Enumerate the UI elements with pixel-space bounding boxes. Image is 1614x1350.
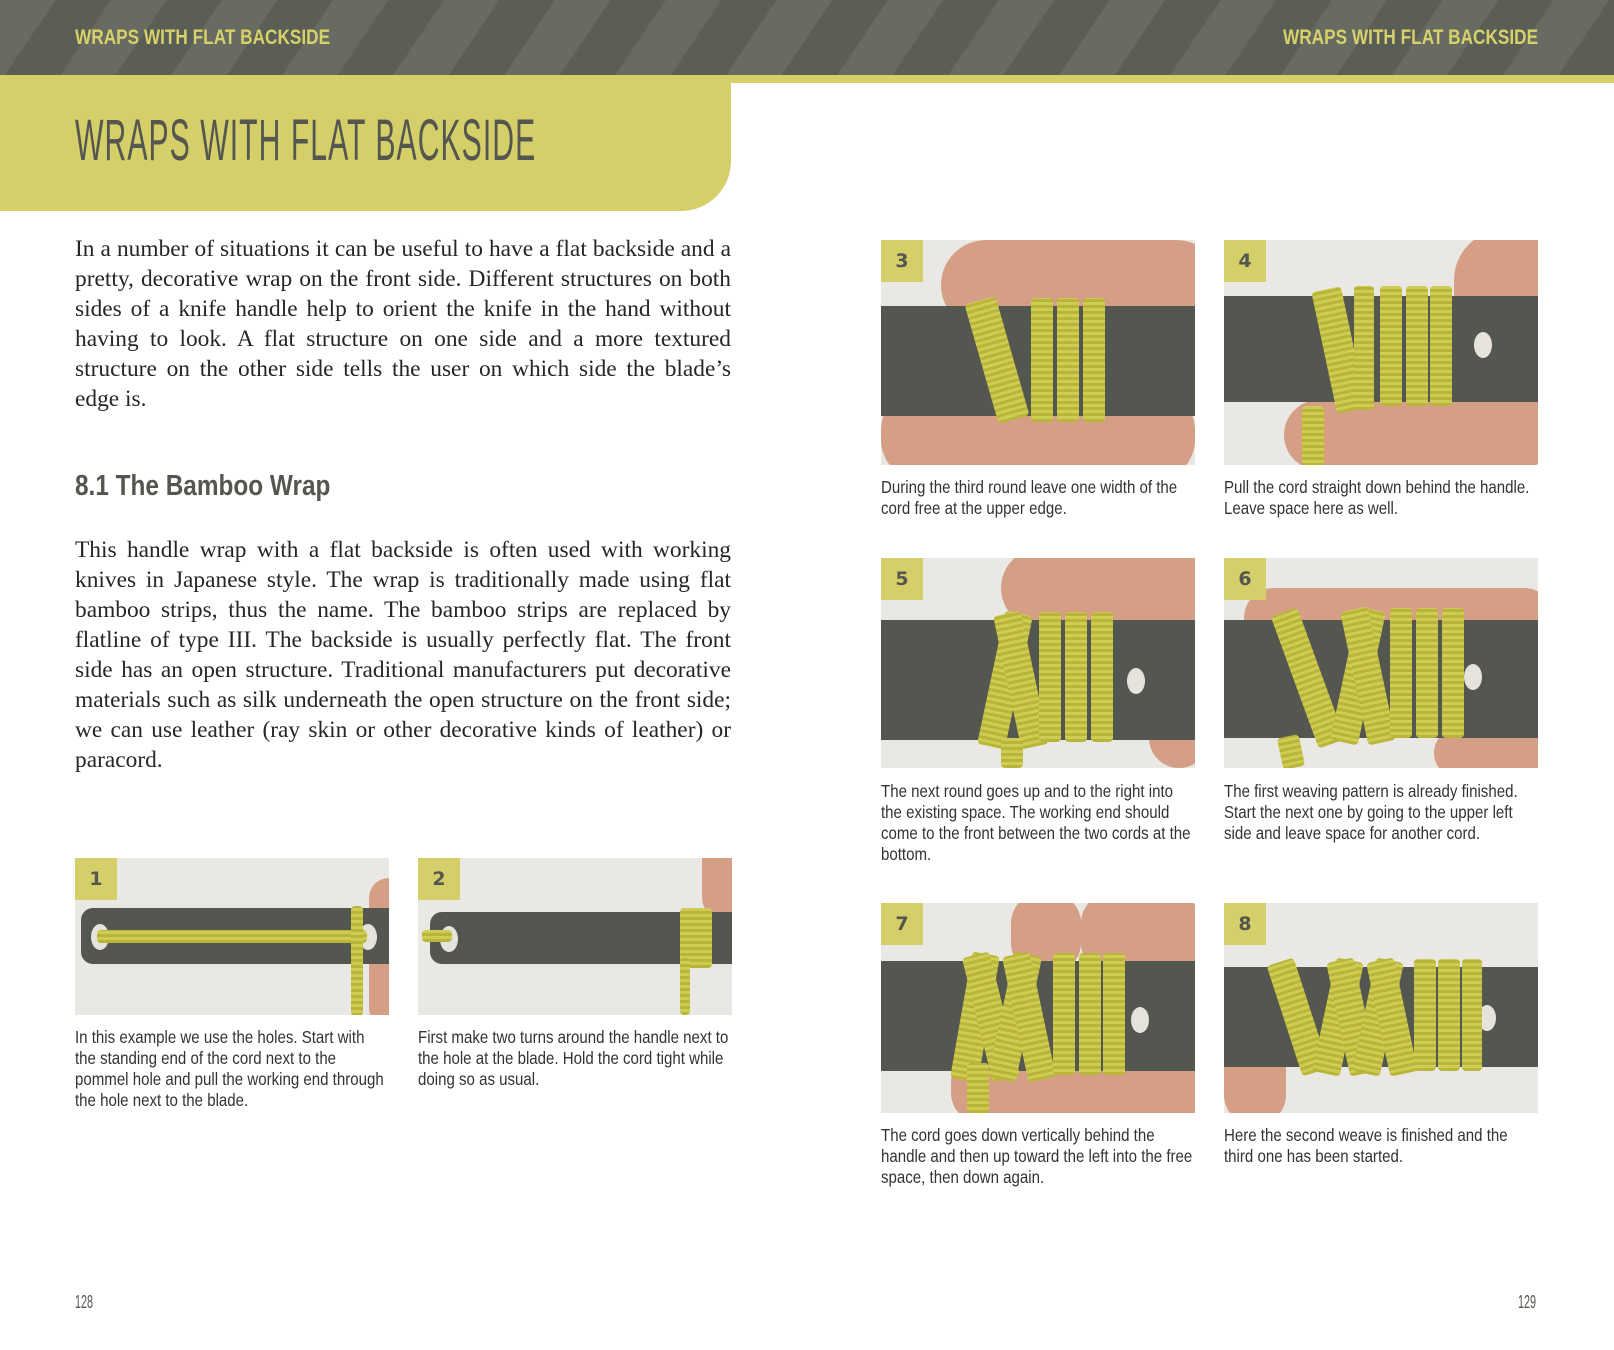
cord-image [1031,298,1053,422]
cord-image [1039,612,1061,742]
chapter-title: WRAPS WITH FLAT BACKSIDE [75,108,537,173]
cord-image [1001,738,1023,768]
running-head-left: WRAPS WITH FLAT BACKSIDE [75,26,331,49]
step-caption-8: Here the second weave is finished and the third one has been started. [1224,1125,1508,1166]
cord-image [1462,959,1482,1071]
cord-image [1442,608,1464,738]
cord-image [1430,286,1452,406]
step-photo-7 [881,903,1195,1113]
step-photo-3 [881,240,1195,465]
step-photo-4 [1224,240,1538,465]
cord-image [1065,612,1087,742]
step-photo-5 [881,558,1195,768]
cord-image [1438,959,1460,1071]
section-heading: 8.1 The Bamboo Wrap [75,470,331,502]
step-caption-2: First make two turns around the handle next to the hole at the blade. Hold the cord tight while doing so as usual. [418,1027,729,1089]
cord-image [1057,298,1079,422]
step-badge-7: 7 [881,903,923,945]
cord-image [1416,608,1438,738]
cord-image [1103,953,1125,1075]
step-caption-7: The cord goes down vertically behind the handle and then up toward the left into the free space, then down again. [881,1125,1193,1187]
cord-image [1406,286,1428,406]
step-photo-6 [1224,558,1538,768]
cord-image [1354,286,1374,410]
step-badge-1: 1 [75,858,117,900]
page-number-right: 129 [1517,1292,1536,1312]
cord-image [1079,953,1101,1075]
cord-image [97,930,367,943]
step-badge-4: 4 [1224,240,1266,282]
cord-image [1414,959,1436,1071]
blade-hole [1464,664,1482,690]
cord-image [1091,612,1113,742]
running-head-right: WRAPS WITH FLAT BACKSIDE [1282,26,1538,49]
step-caption-5: The next round goes up and to the right into the existing space. The working end should come to the front between the two cords at the bottom. [881,781,1191,864]
step-photo-8 [1224,903,1538,1113]
cord-image [1277,734,1305,768]
section-paragraph: This handle wrap with a flat backside is often used with working knives in Japanese style. The wrap is traditionally made using flat bamboo strips, thus the name. The bamboo strips are replaced by flatline of type III. The backside is usually perfectly flat. The front side has an open structure. Traditional manufacturers put decorative materials such as silk underneath the open structure on the front side; we can use leather (ray skin or other decorative kinds of leather) or paracord. [75,537,731,773]
step-photo-1 [75,858,389,1015]
cord-image [680,958,690,1015]
cord-image [967,1063,989,1113]
cord-image [1083,298,1105,422]
intro-paragraph: In a number of situations it can be useful to have a flat backside and a pretty, decorative wrap on the front side. Different structures on both sides of a knife handle help to orient the knife in the hand without having to look. A flat structure on one side and a more textured structure on the other side tells the user on which side the blade’s edge is. [75,236,731,412]
step-badge-2: 2 [418,858,460,900]
cord-image [1053,953,1075,1075]
step-caption-6: The first weaving pattern is already finished. Start the next one by going to the upper left side and leave space for another cord. [1224,781,1518,843]
cord-image [1380,286,1402,406]
cord-image [1302,406,1324,465]
page-number-left: 128 [75,1292,94,1312]
cord-image [1390,608,1412,738]
step-caption-4: Pull the cord straight down behind the handle. Leave space here as well. [1224,477,1530,518]
cord-image [351,906,363,1015]
cord-image [422,930,452,942]
step-badge-5: 5 [881,558,923,600]
step-photo-2 [418,858,732,1015]
step-caption-1: In this example we use the holes. Start with the standing end of the cord next to the pommel hole and pull the working end through the hole next to the blade. [75,1027,384,1110]
step-badge-8: 8 [1224,903,1266,945]
step-badge-6: 6 [1224,558,1266,600]
step-badge-3: 3 [881,240,923,282]
step-caption-3: During the third round leave one width of the cord free at the upper edge. [881,477,1178,518]
blade-hole [1474,332,1492,358]
blade-hole [1131,1007,1149,1033]
blade-hole [1127,668,1145,694]
